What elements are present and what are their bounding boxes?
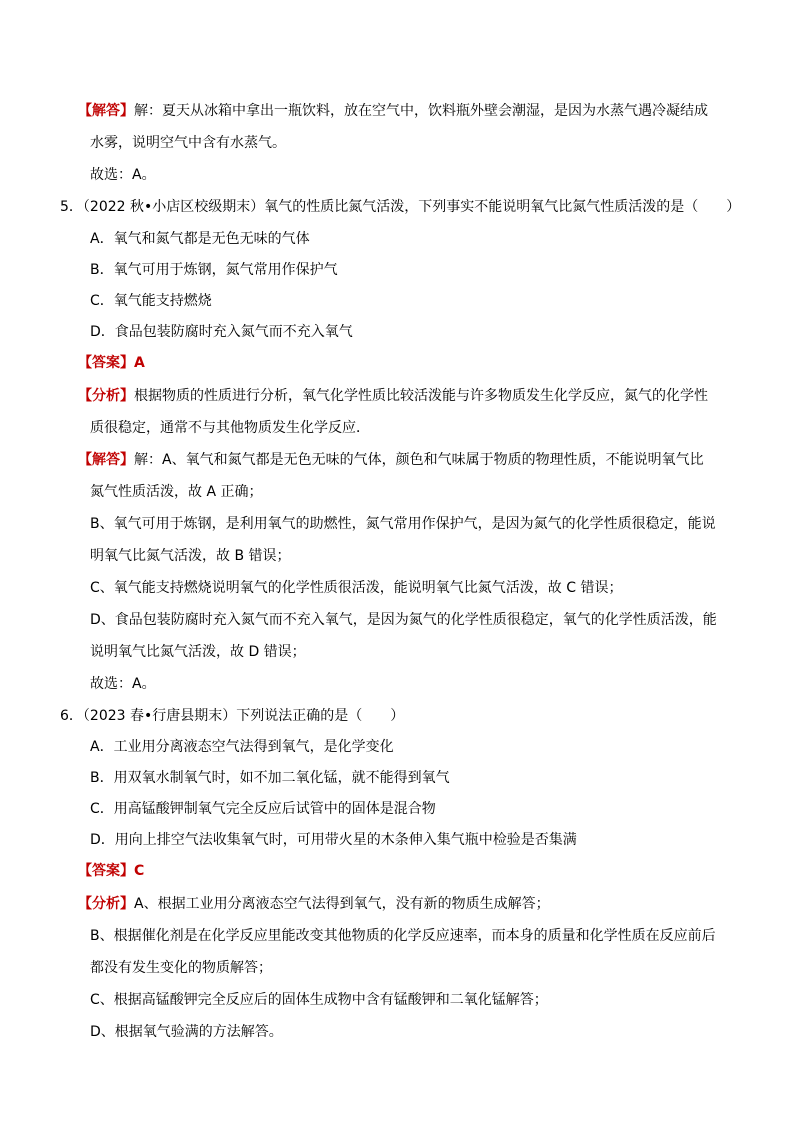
q5-fenxi-line-2: 质很稳定，通常不与其他物质发生化学反应． bbox=[90, 420, 370, 436]
q5-answer bbox=[78, 353, 145, 373]
q4-jieda-line-2: 水雾，说明空气中含有水蒸气。 bbox=[90, 135, 286, 151]
q5-guxuan: 故选：A。 bbox=[90, 676, 156, 692]
q6-answer-value: C bbox=[134, 863, 145, 879]
q5-jieda-c: C、氧气能支持燃烧说明氧气的化学性质很活泼，能说明氧气比氮气活泼，故 C 错误； bbox=[90, 580, 623, 596]
q6-fenxi-c: C、根据高锰酸钾完全反应后的固体生成物中含有锰酸钾和二氧化锰解答； bbox=[90, 992, 548, 1008]
q4-guxuan: 故选：A。 bbox=[90, 167, 156, 183]
q5-jieda-d-2: 说明氧气比氮气活泼，故 D 错误； bbox=[90, 644, 306, 660]
q6-option-a: A．工业用分离液态空气法得到氧气，是化学变化 bbox=[90, 739, 394, 755]
q6-fenxi-b-1: B、根据催化剂是在化学反应里能改变其他物质的化学反应速率，而本身的质量和化学性质在反应前后 bbox=[90, 928, 716, 944]
q6-fenxi-a bbox=[78, 894, 550, 914]
q5-option-a: A．氧气和氮气都是无色无味的气体 bbox=[90, 231, 310, 247]
q6-fenxi-d: D、根据氧气验满的方法解答。 bbox=[90, 1024, 283, 1040]
q5-option-b: B．氧气可用于炼钢，氮气常用作保护气 bbox=[90, 262, 338, 278]
q5-jieda-b-2: 明氧气比氮气活泼，故 B 错误； bbox=[90, 548, 291, 564]
q6-option-c: C．用高锰酸钾制氧气完全反应后试管中的固体是混合物 bbox=[90, 801, 436, 817]
q6-option-b: B．用双氧水制氧气时，如不加二氧化锰，就不能得到氧气 bbox=[90, 770, 450, 786]
fenxi-tag: 【分析】 bbox=[78, 388, 134, 404]
q5-jieda-a-1 bbox=[78, 450, 704, 470]
q4-jieda-line-1 bbox=[78, 101, 708, 121]
q5-fenxi-text-1: 根据物质的性质进行分析，氧气化学性质比较活泼能与许多物质发生化学反应，氮气的化学性 bbox=[134, 388, 708, 404]
q6-option-d: D．用向上排空气法收集氧气时，可用带火星的木条伸入集气瓶中检验是否集满 bbox=[90, 832, 577, 848]
q6-stem: 6．（2023 春•行唐县期末）下列说法正确的是（ ） bbox=[60, 708, 405, 724]
jieda-tag: 【解答】 bbox=[78, 452, 134, 468]
q4-jieda-text-1: 解：夏天从冰箱中拿出一瓶饮料，放在空气中，饮料瓶外壁会潮湿，是因为水蒸气遇冷凝结成 bbox=[134, 103, 708, 119]
q5-fenxi-line-1 bbox=[78, 386, 708, 406]
q5-jieda-a-text: 解：A、氧气和氮气都是无色无味的气体，颜色和气味属于物质的物理性质，不能说明氧气比 bbox=[134, 452, 704, 468]
fenxi-tag: 【分析】 bbox=[78, 896, 134, 912]
q5-answer-value: A bbox=[134, 355, 145, 371]
q5-jieda-b-1: B、氧气可用于炼钢，是利用氧气的助燃性，氮气常用作保护气，是因为氮气的化学性质很稳定，能说 bbox=[90, 516, 716, 532]
answer-tag: 【答案】 bbox=[78, 863, 134, 879]
q6-fenxi-b-2: 都没有发生变化的物质解答； bbox=[90, 960, 272, 976]
answer-tag: 【答案】 bbox=[78, 355, 134, 371]
q5-option-c: C．氧气能支持燃烧 bbox=[90, 293, 212, 309]
jieda-tag: 【解答】 bbox=[78, 103, 134, 119]
q6-fenxi-a-text: A、根据工业用分离液态空气法得到氧气，没有新的物质生成解答； bbox=[134, 896, 550, 912]
q5-jieda-d-1: D、食品包装防腐时充入氮气而不充入氧气，是因为氮气的化学性质很稳定，氧气的化学性质活泼，能 bbox=[90, 612, 717, 628]
q6-answer bbox=[78, 861, 144, 881]
q5-jieda-a-2: 氮气性质活泼，故 A 正确； bbox=[90, 484, 263, 500]
q5-stem: 5．（2022 秋•小店区校级期末）氧气的性质比氮气活泼，下列事实不能说明氧气比氮气性质活泼的是（ ） bbox=[60, 199, 741, 215]
q5-option-d: D．食品包装防腐时充入氮气而不充入氧气 bbox=[90, 324, 353, 340]
